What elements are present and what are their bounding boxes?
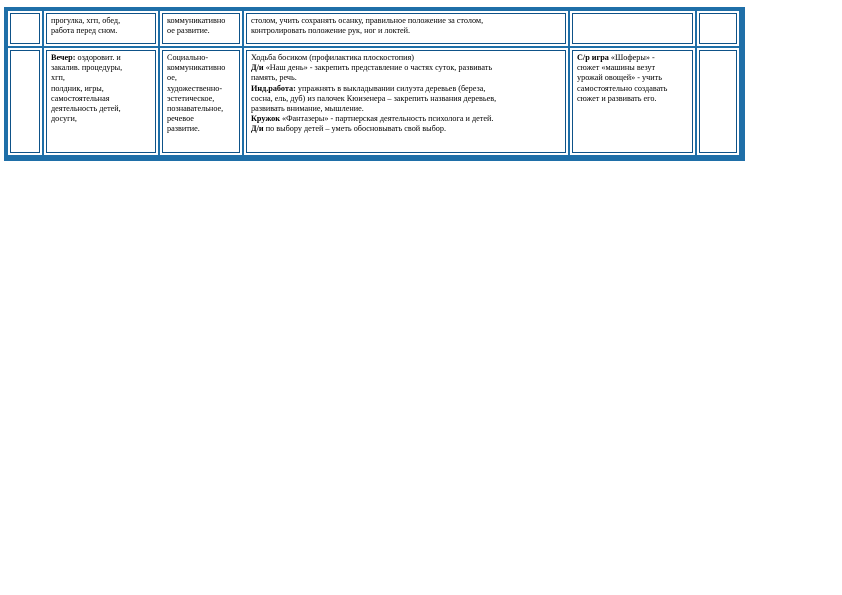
- row2-col3-line: познавательное,: [167, 104, 224, 114]
- row1-col6-cell: [697, 11, 739, 46]
- activity-text: по выбору детей – уметь обосновывать свой выбор.: [263, 124, 447, 134]
- row2-col4-cell: [244, 48, 568, 155]
- activity-text: «Наш день» - закрепить представление о частях суток, развивать: [263, 63, 493, 73]
- row2-col3-line: развитие.: [167, 124, 200, 134]
- row1-col2-cell: [44, 11, 158, 46]
- row2-col2-line: хгп,: [51, 73, 65, 83]
- row1-col3-line: коммуникативно: [167, 16, 226, 25]
- roleplay-label: С/р игра: [577, 53, 609, 62]
- row2-col6-cell: [697, 48, 739, 155]
- row2-col2-line: деятельность детей,: [51, 104, 121, 114]
- row1-col5-cell: [570, 11, 695, 46]
- roleplay-text: самостоятельно создавать: [577, 83, 668, 93]
- activity-text: развивать внимание, мышление.: [251, 104, 364, 114]
- row1-col2-line: работа перед сном.: [51, 26, 118, 36]
- schedule-table: [4, 7, 745, 161]
- row2-col1-cell: [8, 48, 42, 155]
- activity-label: Кружок: [251, 114, 280, 124]
- row2-col2-cell: [44, 48, 158, 155]
- row2-col3-line: речевое: [167, 114, 194, 124]
- activity-label: Д/и: [251, 124, 264, 134]
- row2-col2-line: закалив. процедуры,: [51, 63, 123, 73]
- row2-col3-line: эстетическое,: [167, 93, 215, 103]
- activity-label: Д/и: [251, 63, 264, 73]
- activity-text: «Фантазеры» - партнерская деятельность психолога и детей.: [279, 114, 494, 124]
- row1-col4-line: контролировать положение рук, ног и локтей.: [251, 26, 411, 36]
- activity-text: память, речь.: [251, 73, 297, 83]
- activity-text: Ходьба босиком (профилактика плоскостопия): [251, 53, 414, 62]
- row2-col2-line: досуги,: [51, 114, 77, 124]
- roleplay-text: сюжет и развивать его.: [577, 93, 657, 103]
- activity-text: сосна, ель, дуб) из палочек Кюизенера – закрепить названия деревьев,: [251, 93, 497, 103]
- roleplay-text: сюжет «машины везут: [577, 63, 656, 73]
- activity-label: Инд.работа:: [251, 83, 296, 93]
- row2-col3-line: коммуникативно: [167, 63, 226, 73]
- row1-col1-cell: [8, 11, 42, 46]
- row2-col2-text: оздоровит. и: [75, 53, 121, 62]
- row2-col5-cell: [570, 48, 695, 155]
- row1-col3-line: ое развитие.: [167, 26, 210, 36]
- row2-col2-line: полдник, игры,: [51, 83, 104, 93]
- row1-col3-cell: [160, 11, 242, 46]
- evening-label: Вечер:: [51, 53, 76, 62]
- row2-col3-cell: [160, 48, 242, 155]
- row1-col4-line: столом, учить сохранять осанку, правильное положение за столом,: [251, 16, 484, 25]
- roleplay-text: урожай овощей» - учить: [577, 73, 662, 83]
- row2-col3-line: ое,: [167, 73, 177, 83]
- row1-col2-line: прогулка, хгп, обед,: [51, 16, 121, 25]
- roleplay-text: «Шоферы» -: [608, 53, 655, 62]
- activity-text: упражнять в выкладывании силуэта деревьев (береза,: [295, 83, 486, 93]
- row2-col3-line: художественно-: [167, 83, 223, 93]
- row2-col2-line: самостоятельная: [51, 93, 110, 103]
- row2-col3-line: Социально-: [167, 53, 209, 62]
- row1-col4-cell: [244, 11, 568, 46]
